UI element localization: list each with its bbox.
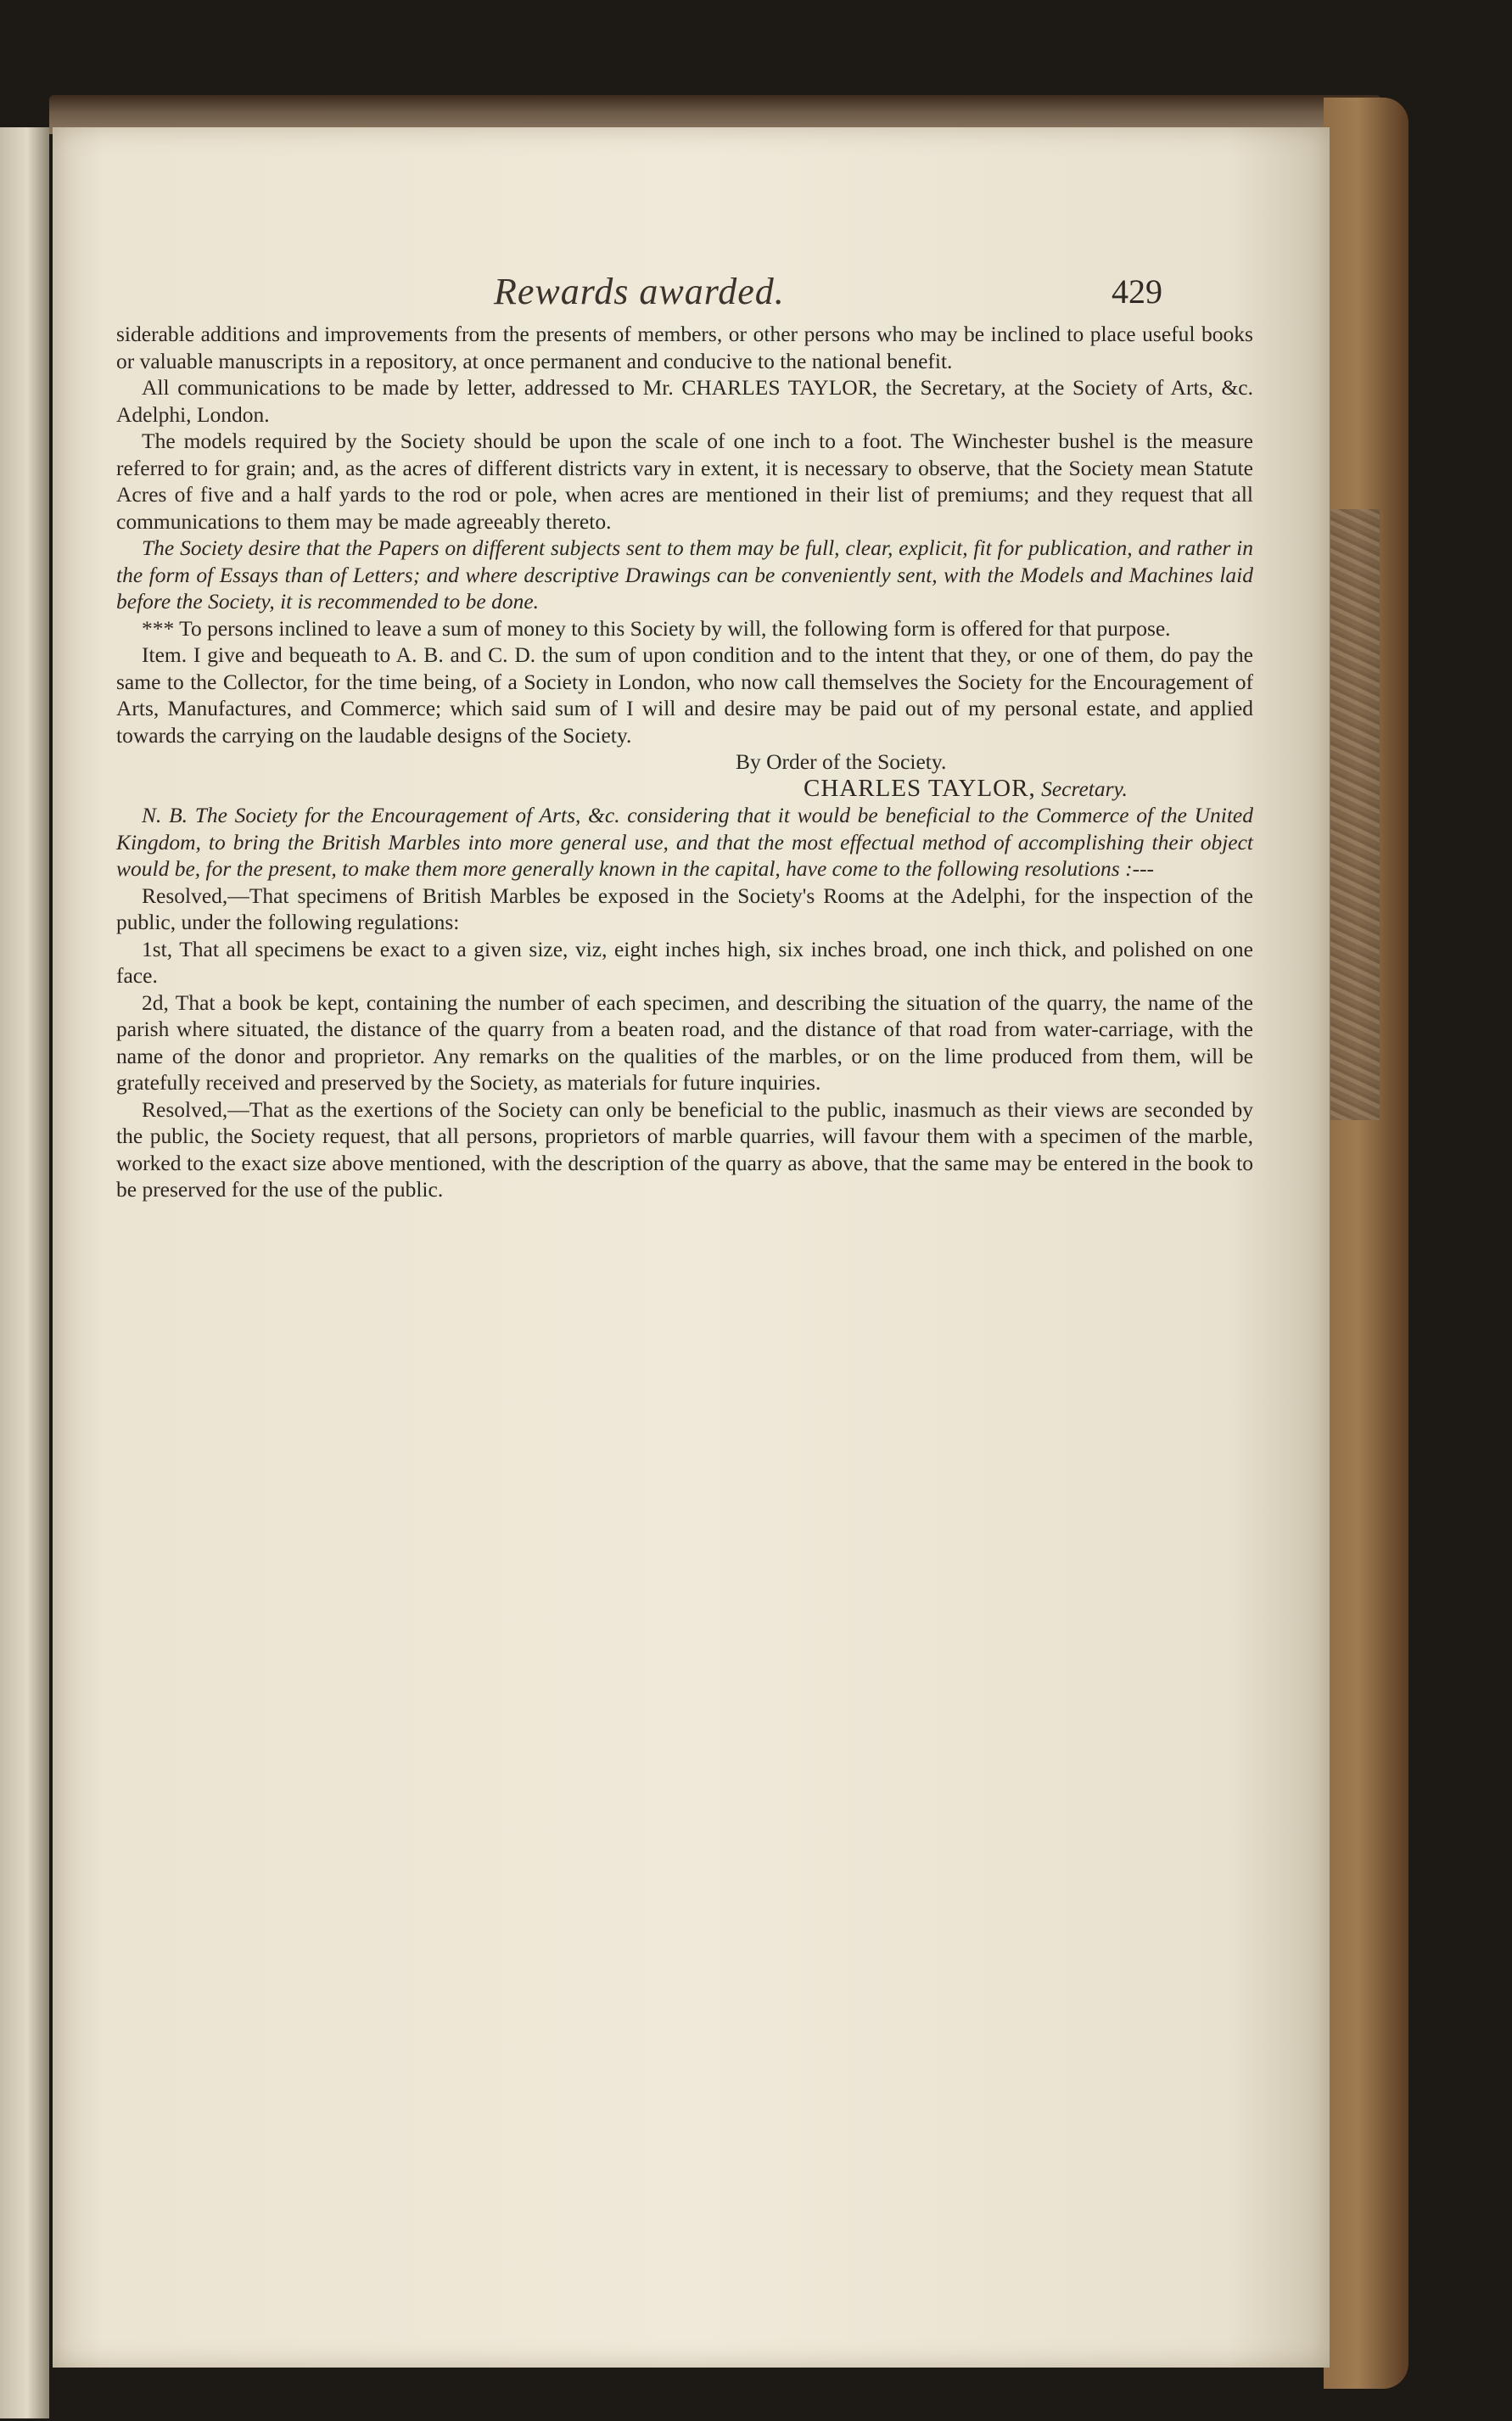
signature-block — [116, 748, 1253, 802]
paragraph-5: *** To persons inclined to leave a sum of money to this Society by will, the following form is offered for that purpose. — [142, 615, 1171, 641]
paragraph-1: siderable additions and improvements from the presents of members, or other persons who may be inclined to place useful books or valuable manuscripts in a repository, at once permanent and conducive to the national benefit. — [116, 322, 1253, 373]
regulation-1: 1st, That all specimens be exact to a given size, viz, eight inches high, six inches broad, one inch thick, and polished on one face. — [116, 936, 1253, 988]
page-number: 429 — [1112, 272, 1162, 311]
regulation-2: 2d, That a book be kept, containing the number of each specimen, and describing the situation of the quarry, the name of the parish where situated, the distance of the quarry from a beaten road, and the distance of that road from water-carriage, with the name of the donor and proprietor. Any remarks on the qualities of the marbles, or on the lime produced from them, will be gratefully received and preserved by the Society, as materials for future inquiries. — [116, 989, 1253, 1095]
book-cover-edge — [1324, 98, 1408, 2389]
left-page-edge — [0, 127, 49, 2418]
secretary-name: CHARLES TAYLOR, — [804, 774, 1036, 802]
paragraph-4: The Society desire that the Papers on different subjects sent to them may be full, clear, explicit, fit for publication, and rather in the form of Essays than of Letters; and where descriptive Drawings can be conveniently sent, with the Models and Machines laid before the Society, it is recommended to be done. — [116, 535, 1253, 614]
secretary-title: Secretary. — [1041, 776, 1128, 801]
nb-paragraph: N. B. The Society for the Encouragement of Arts, &c. considering that it would be beneficial to the Commerce of the United Kingdom, to bring the British Marbles into more general use, and that the most effectual method of accomplishing their object would be, for the present, to make them more generally known in the capital, have come to the following resolutions :--- — [116, 803, 1253, 881]
by-order-line: By Order of the Society. — [736, 749, 947, 774]
paragraph-3: The models required by the Society should be upon the scale of one inch to a foot. The Winchester bushel is the measure referred to for grain; and, as the acres of different districts vary in extent, it is necessary to observe, that the Society mean Statute Acres of five and a half yards to the rod or pole, when acres are mentioned in their list of premiums; and they request that all communications to them may be made agreeably thereto. — [116, 429, 1253, 534]
book-page — [53, 127, 1330, 2368]
resolution-2: Resolved,—That as the exertions of the Society can only be beneficial to the public, inasmuch as their views are seconded by the public, the Society request, that all persons, proprietors of marble quarries, will favour them with a specimen of the marble, worked to the exact size above mentioned, with the description of the quarry as above, that the same may be entered in the book to be preserved for the use of the public. — [116, 1096, 1253, 1202]
paragraph-2: All communications to be made by letter, addressed to Mr. CHARLES TAYLOR, the Secretary, at the Society of Arts, &c. Adelphi, London. — [116, 375, 1253, 427]
bequest-form: Item. I give and bequeath to A. B. and C. D. the sum of upon condition and to the intent that they, or one of them, do pay the same to the Collector, for the time being, of a Society in London, who now call themselves the Society for the Encouragement of Arts, Manufactures, and Commerce; which said sum of I will and desire may be paid out of my personal estate, and applied towards the carrying on the laudable designs of the Society. — [116, 642, 1253, 748]
marbled-board — [1330, 509, 1380, 1120]
resolution-1: Resolved,—That specimens of British Marbles be exposed in the Society's Rooms at the Adelphi, for the inspection of the public, under the following regulations: — [116, 883, 1253, 934]
page-body — [116, 321, 1253, 1203]
running-head — [53, 270, 1330, 321]
running-title: Rewards awarded. — [494, 271, 785, 312]
